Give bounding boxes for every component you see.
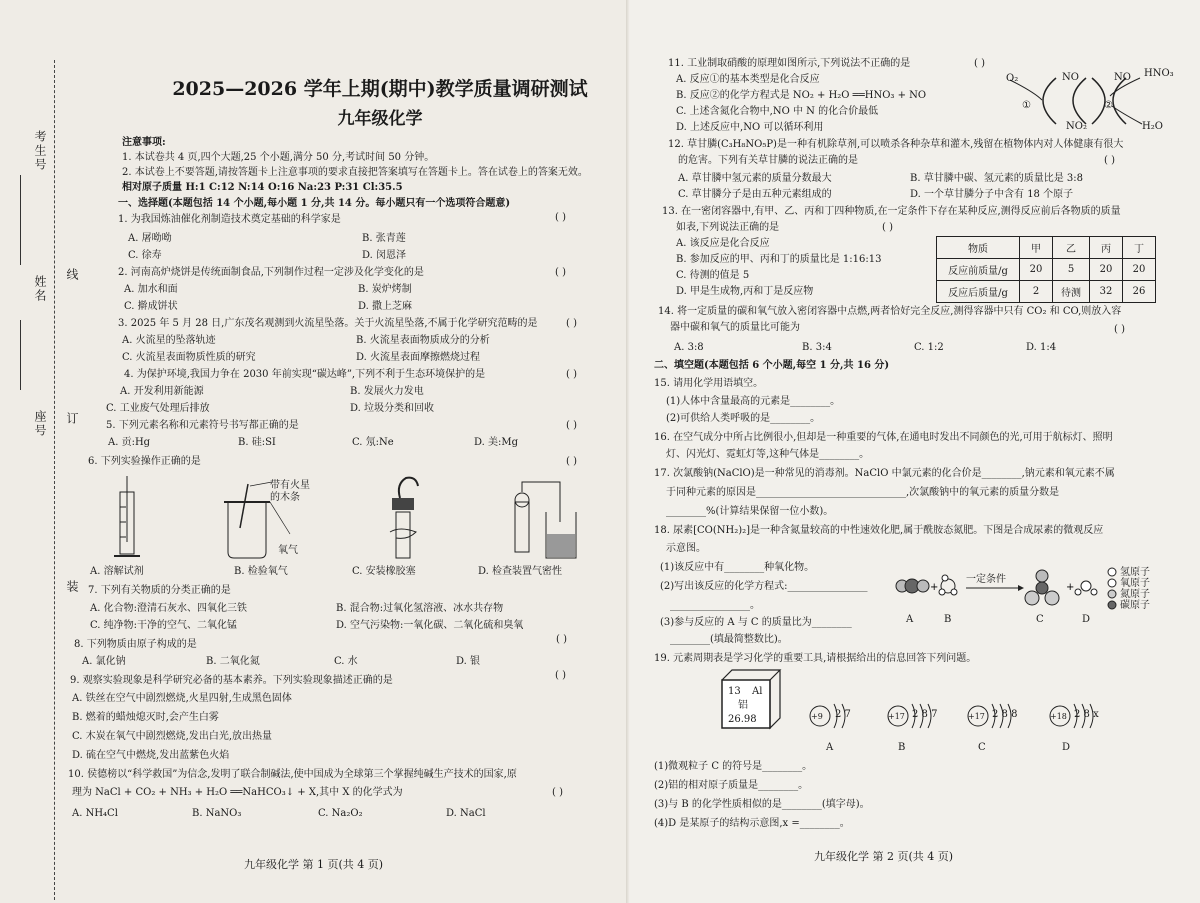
q13-stem-1: 13. 在一密闭容器中,有甲、乙、丙和丁四种物质,在一定条件下存在某种反应,测得反应前后各物质的质量 xyxy=(662,206,1121,217)
atomic-masses: 相对原子质量 H:1 C:12 N:14 O:16 Na:23 P:31 Cl:35.5 xyxy=(122,182,403,193)
q6-label-splint-2: 的木条 xyxy=(270,492,300,503)
q5-c: C. 氖:Ne xyxy=(352,437,394,448)
q19-b-electrons: 2 8 7 xyxy=(912,709,938,720)
q2-stem: 2. 河南高炉烧饼是传统面制食品,下列制作过程一定涉及化学变化的是 xyxy=(118,267,424,278)
q11-h2o-label: H₂O xyxy=(1142,121,1163,132)
q7-b: B. 混合物:过氧化氢溶液、冰水共存物 xyxy=(336,603,504,614)
q18-label-b: B xyxy=(944,614,952,625)
q18-part-2-cont: ________________。 xyxy=(670,600,760,611)
q8-stem: 8. 下列物质由原子构成的是 xyxy=(74,639,197,650)
q3-answer-paren: ( ) xyxy=(566,318,577,329)
q6-stem: 6. 下列实验操作正确的是 xyxy=(88,456,201,467)
q19-label-d: D xyxy=(1062,742,1071,753)
table-cell: 20 xyxy=(1090,259,1123,281)
table-cell: 20 xyxy=(1020,259,1053,281)
q18-legend-hydrogen: 氢原子 xyxy=(1120,567,1150,578)
table-cell: 26 xyxy=(1123,281,1156,303)
airtightness-check-figure xyxy=(515,482,576,558)
q4-stem: 4. 为保护环境,我国力争在 2030 年前实现“碳达峰”,下列不利于生态环境保护的是 xyxy=(124,369,486,380)
q3-c: C. 火流星表面物质性质的研究 xyxy=(122,352,256,363)
q12-stem-1: 12. 草甘膦(C₃H₈NO₅P)是一种有机除草剂,可以喷杀各种杂草和灌木,残留在植物体内对人体健康有很大 xyxy=(668,139,1124,150)
q13-b: B. 参加反应的甲、丙和丁的质量比是 1:16:13 xyxy=(676,254,882,265)
q4-d: D. 垃圾分类和回收 xyxy=(350,403,435,414)
q12-a: A. 草甘膦中氢元素的质量分数最大 xyxy=(678,173,832,184)
q11-hno3-label: HNO₃ xyxy=(1144,68,1174,79)
q1-stem: 1. 为我国炼油催化剂制造技术奠定基础的科学家是 xyxy=(118,214,341,225)
table-cell: 5 xyxy=(1053,259,1090,281)
table-cell: 甲 xyxy=(1020,237,1053,259)
q4-a: A. 开发利用新能源 xyxy=(120,386,204,397)
graduated-cylinder-figure xyxy=(114,476,140,556)
q13-c: C. 待测的值是 5 xyxy=(676,270,750,281)
q12-answer-paren: ( ) xyxy=(1104,155,1115,166)
q1-answer-paren: ( ) xyxy=(555,212,566,223)
q19-atom-diagrams xyxy=(806,696,1116,736)
seat-label: 座号 xyxy=(33,410,47,438)
q9-a: A. 铁丝在空气中剧烈燃烧,火星四射,生成黑色固体 xyxy=(72,693,292,704)
q14-stem-2: 器中碳和氧气的质量比可能为 xyxy=(670,322,800,333)
q3-b: B. 火流星表面物质成分的分析 xyxy=(356,335,490,346)
q19-part-2: (2)铝的相对原子质量是________。 xyxy=(654,780,809,791)
q19-c-electrons: 2 8 8 xyxy=(992,709,1018,720)
q13-stem-2: 如表,下列说法正确的是 xyxy=(676,222,780,233)
q10-b: B. NaNO₃ xyxy=(192,808,242,819)
exam-no-blank xyxy=(20,175,21,265)
q2-d: D. 撒上芝麻 xyxy=(358,301,413,312)
q6-b: B. 检验氧气 xyxy=(234,566,288,577)
exam-subtitle: 九年级化学 xyxy=(337,109,423,129)
q18-legend-oxygen: 氧原子 xyxy=(1120,578,1150,589)
q19-part-4: (4)D 是某原子的结构示意图,x =________。 xyxy=(654,818,850,829)
q12-c: C. 草甘膦分子是由五种元素组成的 xyxy=(678,189,832,200)
q10-d: D. NaCl xyxy=(446,808,486,819)
q16-line-1: 16. 在空气成分中所占比例很小,但却是一种重要的气体,在通电时发出不同颜色的光,可用于航标灯、照明 xyxy=(654,432,1113,443)
q3-stem: 3. 2025 年 5 月 28 日,广东茂名观测到火流星坠落。关于火流星坠落,不属于化学研究范畴的是 xyxy=(118,318,538,329)
q12-stem-2: 的危害。下列有关草甘膦的说法正确的是 xyxy=(678,155,858,166)
q14-a: A. 3:8 xyxy=(674,342,704,353)
svg-text:+: + xyxy=(930,582,939,593)
q11-a: A. 反应①的基本类型是化合反应 xyxy=(676,74,820,85)
q6-label-oxygen: 氧气 xyxy=(278,545,298,556)
note-1: 1. 本试卷共 4 页,四个大题,25 个小题,满分 50 分,考试时间 50 分钟。 xyxy=(122,152,435,163)
q18-label-d: D xyxy=(1082,614,1091,625)
binding-zhuang: 装 xyxy=(65,580,79,594)
table-cell: 丁 xyxy=(1123,237,1156,259)
q2-c: C. 擀成饼状 xyxy=(124,301,178,312)
q15-part-1: (1)人体中含量最高的元素是________。 xyxy=(666,396,841,407)
q9-c: C. 木炭在氧气中剧烈燃烧,发出白光,放出热量 xyxy=(72,731,273,742)
q10-a: A. NH₄Cl xyxy=(72,808,118,819)
q1-b: B. 张青莲 xyxy=(362,233,406,244)
q7-d: D. 空气污染物:一氧化碳、二氧化硫和臭氧 xyxy=(336,620,524,631)
q18-condition-label: 一定条件 xyxy=(966,574,1006,585)
q1-d: D. 闵恩泽 xyxy=(362,250,407,261)
q4-b: B. 发展火力发电 xyxy=(350,386,424,397)
q14-c: C. 1:2 xyxy=(914,342,944,353)
q19-d-nucleus: +18 xyxy=(1050,712,1067,721)
q18-part-2: (2)写出该反应的化学方程式:________________ xyxy=(660,581,868,592)
q1-c: C. 徐寿 xyxy=(128,250,162,261)
q18-line-1: 18. 尿素[CO(NH₂)₂]是一种含氮量较高的中性速效化肥,属于酰胺态氮肥。下图是合成尿素的微观反应 xyxy=(654,525,1104,536)
table-cell: 2 xyxy=(1020,281,1053,303)
q18-legend-nitrogen: 氮原子 xyxy=(1120,589,1150,600)
q14-stem-1: 14. 将一定质量的碳和氧气放入密闭容器中点燃,两者恰好完全反应,测得容器中只有 CO₂ 和 CO,则放入容 xyxy=(658,306,1122,317)
q8-b: B. 二氧化氮 xyxy=(206,656,260,667)
q11-no-label: NO xyxy=(1062,72,1079,83)
q18-part-1: (1)该反应中有________种氧化物。 xyxy=(660,562,815,573)
q11-no-label-2: NO xyxy=(1114,72,1131,83)
q19-part-3: (3)与 B 的化学性质相似的是________(填字母)。 xyxy=(654,799,870,810)
table-cell: 待测 xyxy=(1053,281,1090,303)
q6-answer-paren: ( ) xyxy=(566,456,577,467)
q19-element-symbol: Al xyxy=(752,686,763,697)
table-row xyxy=(937,259,1156,281)
q17-line-2: 于同种元素的原因是______________________________,次氯酸钠中的氧元素的质量分数是 xyxy=(666,487,1060,498)
q6-c: C. 安装橡胶塞 xyxy=(352,566,416,577)
q7-a: A. 化合物:澄清石灰水、四氧化三铁 xyxy=(90,603,247,614)
table-cell: 反应前质量/g xyxy=(937,259,1020,281)
q5-stem: 5. 下列元素名称和元素符号书写都正确的是 xyxy=(106,420,299,431)
table-cell: 丙 xyxy=(1090,237,1123,259)
q12-b: B. 草甘膦中碳、氢元素的质量比是 3:8 xyxy=(910,173,1083,184)
q5-b: B. 硅:SI xyxy=(238,437,276,448)
q8-c: C. 水 xyxy=(334,656,358,667)
q3-a: A. 火流星的坠落轨迹 xyxy=(122,335,216,346)
q9-stem: 9. 观察实验现象是科学研究必备的基本素养。下列实验现象描述正确的是 xyxy=(70,675,393,686)
q8-answer-paren: ( ) xyxy=(556,634,567,645)
q11-reaction-2-marker: ② xyxy=(1104,100,1113,111)
q11-no2-label: NO₂ xyxy=(1066,121,1087,132)
q2-b: B. 炭炉烤制 xyxy=(358,284,412,295)
q11-answer-paren: ( ) xyxy=(974,58,985,69)
binding-ding: 订 xyxy=(65,412,79,426)
name-blank xyxy=(20,320,21,390)
q18-label-a: A xyxy=(906,614,914,625)
q14-b: B. 3:4 xyxy=(802,342,832,353)
q19-atomic-mass: 26.98 xyxy=(728,714,757,725)
section-1-heading: 一、选择题(本题包括 14 个小题,每小题 1 分,共 14 分。每小题只有一个选项符合题意) xyxy=(118,198,511,209)
q13-a: A. 该反应是化合反应 xyxy=(676,238,770,249)
table-cell: 物质 xyxy=(937,237,1020,259)
q3-d: D. 火流星表面摩擦燃烧过程 xyxy=(356,352,481,363)
q19-a-nucleus: +9 xyxy=(811,712,823,721)
notes-heading: 注意事项: xyxy=(122,137,166,148)
page-2 xyxy=(630,0,1200,903)
q19-part-1: (1)微观粒子 C 的符号是________。 xyxy=(654,761,813,772)
q19-element-name: 铝 xyxy=(738,700,748,711)
rubber-stopper-figure xyxy=(390,478,418,558)
q6-a: A. 溶解试剂 xyxy=(90,566,144,577)
q4-c: C. 工业废气处理后排放 xyxy=(106,403,210,414)
table-cell: 乙 xyxy=(1053,237,1090,259)
svg-text:+: + xyxy=(1066,582,1075,593)
page-2-footer: 九年级化学 第 2 页(共 4 页) xyxy=(814,850,954,863)
q18-label-c: C xyxy=(1036,614,1044,625)
q9-b: B. 燃着的蜡烛熄灭时,会产生白雾 xyxy=(72,712,219,723)
note-2: 2. 本试卷上不要答题,请按答题卡上注意事项的要求直接把答案填写在答题卡上。答在试卷上的答案无效。 xyxy=(122,167,588,178)
q19-label-a: A xyxy=(826,742,834,753)
q11-o2-label: O₂ xyxy=(1006,73,1019,84)
q8-d: D. 银 xyxy=(456,656,481,667)
q11-c: C. 上述含氮化合物中,NO 中 N 的化合价最低 xyxy=(676,106,879,117)
q10-answer-paren: ( ) xyxy=(552,787,563,798)
q7-c: C. 纯净物:干净的空气、二氧化锰 xyxy=(90,620,238,631)
q11-d: D. 上述反应中,NO 可以循环利用 xyxy=(676,122,824,133)
q11-reaction-1-marker: ① xyxy=(1022,100,1031,111)
q9-d: D. 硫在空气中燃烧,发出蓝紫色火焰 xyxy=(72,750,230,761)
q6-label-splint-1: 带有火星 xyxy=(270,480,310,491)
q11-b: B. 反应②的化学方程式是 NO₂ + H₂O ══HNO₃ + NO xyxy=(676,90,927,101)
q19-label-c: C xyxy=(978,742,986,753)
q10-stem-2: 理为 NaCl + CO₂ + NH₃ + H₂O ══NaHCO₃↓ + X,其中 X 的化学式为 xyxy=(72,787,403,798)
table-cell: 反应后质量/g xyxy=(937,281,1020,303)
q5-d: D. 美:Mg xyxy=(474,437,519,448)
table-header-row xyxy=(937,237,1156,259)
table-cell: 20 xyxy=(1123,259,1156,281)
binding-margin xyxy=(0,0,110,903)
exam-no-label: 考生号 xyxy=(33,130,47,172)
binding-xian: 线 xyxy=(65,268,79,282)
q13-d: D. 甲是生成物,丙和丁是反应物 xyxy=(676,286,814,297)
q17-line-1: 17. 次氯酸钠(NaClO)是一种常见的消毒剂。NaClO 中氯元素的化合价是________,钠元素和氧元素不属 xyxy=(654,468,1115,479)
q15-part-2: (2)可供给人类呼吸的是________。 xyxy=(666,413,821,424)
section-2-heading: 二、填空题(本题包括 6 个小题,每空 1 分,共 16 分) xyxy=(654,360,890,371)
q18-part-3: (3)参与反应的 A 与 C 的质量比为________ xyxy=(660,617,852,628)
q5-answer-paren: ( ) xyxy=(566,420,577,431)
q7-stem: 7. 下列有关物质的分类正确的是 xyxy=(88,585,231,596)
q8-a: A. 氯化钠 xyxy=(82,656,126,667)
q19-c-nucleus: +17 xyxy=(968,712,985,721)
q2-answer-paren: ( ) xyxy=(555,267,566,278)
q6-d: D. 检查装置气密性 xyxy=(478,566,563,577)
q10-c: C. Na₂O₂ xyxy=(318,808,363,819)
q19-atomic-number: 13 xyxy=(728,686,741,697)
q9-answer-paren: ( ) xyxy=(555,670,566,681)
name-label: 姓名 xyxy=(33,275,47,303)
q2-a: A. 加水和面 xyxy=(124,284,178,295)
q11-stem: 11. 工业制取硝酸的原理如图所示,下列说法不正确的是 xyxy=(668,58,911,69)
q17-line-3: ________%(计算结果保留一位小数)。 xyxy=(666,506,834,517)
table-row xyxy=(937,281,1156,303)
q13-mass-table xyxy=(936,236,1156,303)
q19-d-electrons: 2 8 x xyxy=(1074,709,1099,720)
q1-a: A. 屠呦呦 xyxy=(128,233,172,244)
q4-answer-paren: ( ) xyxy=(566,369,577,380)
table-cell: 32 xyxy=(1090,281,1123,303)
q13-answer-paren: ( ) xyxy=(882,222,893,233)
q19-a-electrons: 2 7 xyxy=(835,709,851,720)
q18-part-3-cont: ________(填最简整数比)。 xyxy=(670,634,788,645)
q12-d: D. 一个草甘膦分子中含有 18 个原子 xyxy=(910,189,1074,200)
q19-b-nucleus: +17 xyxy=(888,712,905,721)
q10-stem-1: 10. 侯德榜以“科学救国”为信念,发明了联合制碱法,使中国成为全球第三个掌握纯碱生产技术的国家,原 xyxy=(68,769,517,780)
q5-a: A. 贡:Hg xyxy=(108,437,151,448)
q18-line-2: 示意图。 xyxy=(666,543,706,554)
q15-stem: 15. 请用化学用语填空。 xyxy=(654,378,764,389)
exam-title: 2025—2026 学年上期(期中)教学质量调研测试 xyxy=(172,78,588,100)
q14-answer-paren: ( ) xyxy=(1114,324,1125,335)
binding-dashed-line xyxy=(54,60,55,900)
q19-stem: 19. 元素周期表是学习化学的重要工具,请根据给出的信息回答下列问题。 xyxy=(654,653,977,664)
q6-apparatus-figures xyxy=(100,472,580,564)
q19-label-b: B xyxy=(898,742,906,753)
q18-legend-carbon: 碳原子 xyxy=(1120,600,1150,611)
q16-line-2: 灯、闪光灯、霓虹灯等,这种气体是________。 xyxy=(666,449,870,460)
q14-d: D. 1:4 xyxy=(1026,342,1057,353)
page-1-footer: 九年级化学 第 1 页(共 4 页) xyxy=(244,858,384,871)
